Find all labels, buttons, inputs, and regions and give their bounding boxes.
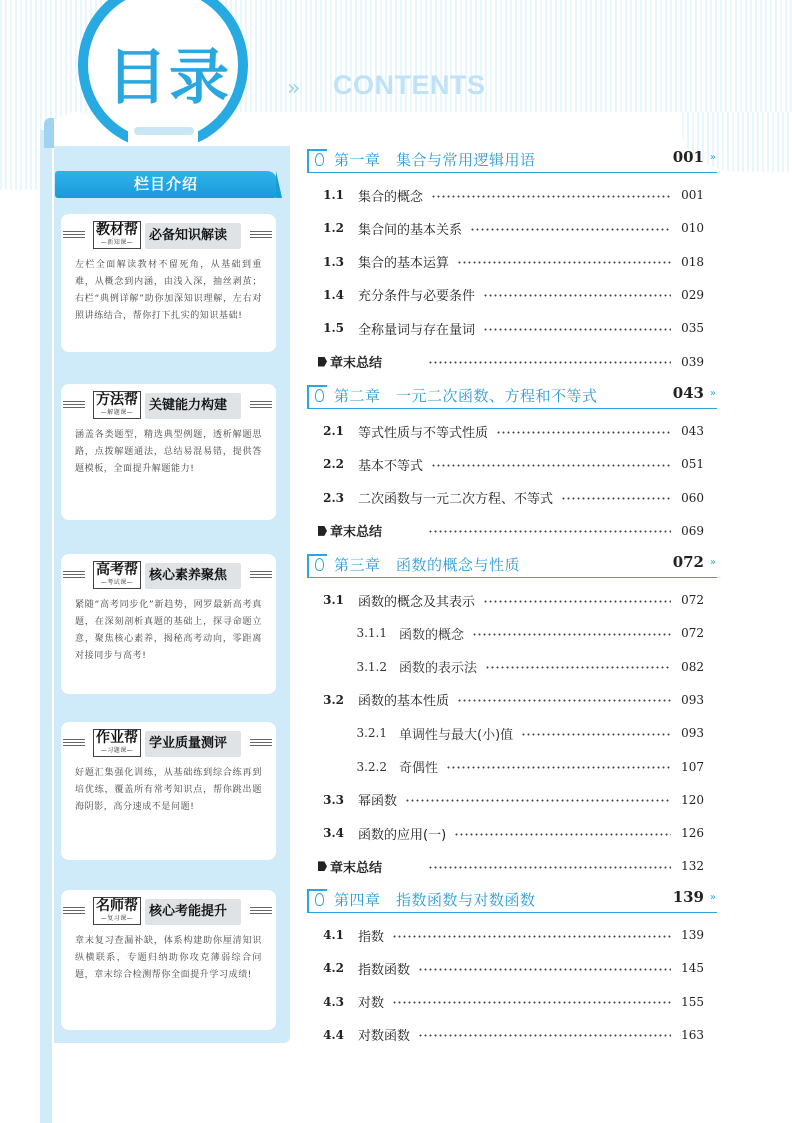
section-page-number: 010: [681, 221, 704, 236]
summary-page-number: 132: [681, 859, 704, 874]
page-title-english: CONTENTS: [333, 70, 486, 100]
section-title: 函数的基本性质: [358, 694, 450, 710]
card-header: [61, 214, 276, 254]
toc-subsection-entry[interactable]: [307, 756, 704, 778]
toc-section-entry[interactable]: [307, 453, 704, 475]
dot-leader: [483, 294, 671, 297]
section-title: 对数函数: [358, 1029, 411, 1045]
toc-section-entry[interactable]: [307, 924, 704, 946]
summary-page-number: 069: [681, 523, 704, 538]
column-card: [61, 384, 276, 520]
chapter-page-number: 001: [672, 148, 704, 166]
section-number: 1.1: [323, 188, 344, 202]
dot-leader: [457, 261, 671, 264]
double-chevron-icon: »: [709, 892, 716, 903]
lightbulb-icon: [315, 558, 324, 571]
section-number: 1.3: [323, 254, 344, 269]
summary-title: 章末总结: [330, 860, 383, 876]
card-description: 紧随“高考同步化”新趋势，网罗最新高考真题，在深刻剖析真题的基础上，探寻命题立意，聚焦核心素养，揭秘高考动向，零距离对接同步与高考!: [75, 600, 262, 661]
section-page-number: 155: [681, 994, 704, 1009]
section-title: 基本不等式: [358, 458, 424, 474]
chapter-title: 第三章 函数的概念与性质: [334, 556, 521, 574]
summary-title: 章末总结: [330, 525, 383, 541]
section-page-number: 126: [681, 826, 704, 841]
section-number: 1.2: [323, 221, 344, 236]
toc-section-entry[interactable]: [307, 1024, 704, 1046]
toc-subsection-entry[interactable]: [307, 722, 704, 744]
summary-marker-icon: [318, 861, 327, 871]
section-title: 等式性质与不等式性质: [358, 425, 489, 441]
section-number: 3.1.1: [356, 626, 387, 641]
section-title: 奇偶性: [399, 761, 439, 776]
section-page-number: 018: [681, 254, 704, 269]
toc-section-entry[interactable]: [307, 284, 704, 306]
card-subtitle: 核心素养聚焦: [145, 563, 241, 589]
toc-section-entry[interactable]: [307, 420, 704, 442]
section-page-number: 093: [681, 726, 704, 741]
card-header: [61, 384, 276, 424]
dot-leader: [392, 1001, 671, 1004]
lightbulb-icon: [315, 893, 324, 906]
dot-leader: [446, 766, 671, 769]
section-page-number: 001: [681, 188, 704, 202]
section-title: 指数: [358, 929, 385, 945]
card-subtitle: 必备知识解读: [145, 223, 241, 249]
toc-chapter-heading[interactable]: [307, 886, 717, 913]
toc-chapter-summary-entry[interactable]: [307, 520, 704, 542]
toc-section-entry[interactable]: [307, 317, 704, 339]
chapter-page-number: 043: [672, 384, 704, 402]
dot-leader: [496, 431, 671, 434]
section-page-number: 145: [681, 961, 704, 976]
section-page-number: 072: [681, 626, 704, 641]
dot-leader: [521, 733, 671, 736]
lightbulb-base: [134, 127, 194, 135]
section-number: 3.2: [323, 692, 344, 707]
dot-leader: [561, 497, 671, 500]
toc-section-entry[interactable]: [307, 487, 704, 509]
section-number: 1.4: [323, 287, 344, 302]
section-title: 函数的概念及其表示: [358, 594, 476, 610]
section-title: 函数的表示法: [399, 661, 478, 677]
dot-leader: [428, 530, 671, 533]
chapter-title: 第一章 集合与常用逻辑用语: [334, 151, 536, 169]
left-edge-strip: [40, 130, 52, 1123]
section-page-number: 082: [681, 659, 704, 674]
card-header: [61, 554, 276, 594]
toc-section-entry[interactable]: [307, 589, 704, 611]
section-title: 充分条件与必要条件: [358, 289, 476, 305]
section-title: 指数函数: [358, 962, 411, 978]
section-number: 3.2.1: [356, 726, 387, 741]
card-header: [61, 722, 276, 762]
double-chevron-icon: »: [709, 557, 716, 568]
dot-leader: [457, 699, 671, 702]
card-tag-label: 高考帮: [96, 562, 138, 578]
toc-subsection-entry[interactable]: [307, 622, 704, 644]
section-title: 集合的基本运算: [358, 256, 450, 272]
toc-section-entry[interactable]: [307, 991, 704, 1013]
toc-chapter-summary-entry[interactable]: [307, 855, 704, 877]
summary-marker-icon: [318, 526, 327, 536]
toc-section-entry[interactable]: [307, 689, 704, 711]
dot-leader: [470, 228, 671, 231]
summary-title: 章末总结: [330, 356, 383, 371]
triple-line-decoration: [250, 401, 272, 408]
card-tag-sublabel: —复习课—: [100, 915, 134, 922]
dot-leader: [428, 361, 671, 364]
column-card: [61, 214, 276, 352]
triple-line-decoration: [63, 739, 85, 746]
toc-section-entry[interactable]: [307, 822, 704, 844]
card-subtitle: 学业质量测评: [145, 731, 241, 757]
section-title: 单调性与最大(小)值: [399, 727, 514, 743]
card-description: 左栏全面解读教材不留死角，从基础到重难，从概念到内涵，由浅入深，抽丝剥茧；右栏“典例详解”助你加深知识理解，左右对照讲练结合，帮你打下扎实的知识基础!: [75, 260, 262, 321]
card-description: 章末复习查漏补缺，体系构建助你厘清知识纵横联系，专题归纳助你攻克薄弱综合问题，章末综合检测帮你全面提升学习成绩!: [75, 936, 262, 980]
section-page-number: 120: [681, 792, 704, 807]
card-tag-label: 教材帮: [96, 222, 138, 238]
double-chevron-icon: »: [709, 388, 716, 399]
section-number: 3.3: [323, 792, 344, 807]
section-number: 2.2: [323, 457, 344, 472]
double-chevron-icon: »: [709, 152, 716, 163]
triple-line-decoration: [63, 907, 85, 914]
dot-leader: [428, 866, 671, 869]
dot-leader: [454, 833, 671, 836]
card-tag: [93, 729, 141, 757]
section-page-number: 093: [681, 692, 704, 707]
toc-chapter-summary-entry[interactable]: [307, 351, 704, 373]
section-title: 二次函数与一元二次方程、不等式: [358, 492, 554, 508]
card-tag-label: 作业帮: [96, 730, 138, 746]
card-tag: [93, 561, 141, 589]
dot-leader: [418, 1034, 671, 1037]
section-page-number: 072: [681, 593, 704, 607]
summary-marker-icon: [318, 357, 327, 367]
chapter-page-number: 139: [672, 888, 704, 906]
dot-leader: [405, 799, 671, 802]
lightbulb-icon: [315, 153, 324, 166]
triple-line-decoration: [250, 907, 272, 914]
card-tag-label: 名师帮: [96, 898, 138, 914]
toc-chapter-heading[interactable]: [307, 382, 717, 409]
toc-section-entry[interactable]: [307, 789, 704, 811]
toc-section-entry[interactable]: [307, 957, 704, 979]
section-number: 2.3: [323, 490, 344, 505]
card-tag-label: 方法帮: [96, 392, 138, 408]
section-number: 4.3: [323, 994, 344, 1009]
section-title: 集合间的基本关系: [358, 222, 463, 238]
dot-leader: [472, 633, 671, 636]
card-tag-sublabel: —考试课—: [100, 579, 134, 586]
section-page-number: 163: [681, 1027, 704, 1042]
section-number: 4.4: [323, 1027, 344, 1042]
double-chevron-icon: »: [287, 76, 301, 101]
section-page-number: 043: [681, 424, 704, 438]
card-description: 好题汇集强化训练，从基础练到综合练再到培优练，覆盖所有常考知识点，帮你跳出题海阴影，高分速成不是问题!: [75, 768, 262, 812]
section-page-number: 051: [681, 457, 704, 472]
triple-line-decoration: [250, 571, 272, 578]
chapter-title: 第四章 指数函数与对数函数: [334, 891, 536, 909]
card-description: 涵盖各类题型，精选典型例题，透析解题思路，点拨解题通法，总结易混易错，提供答题模板，全面提升解题能力!: [75, 430, 262, 474]
card-subtitle: 关键能力构建: [145, 393, 241, 419]
section-number: 3.4: [323, 826, 344, 841]
dot-leader: [485, 666, 671, 669]
chapter-page-number: 072: [672, 553, 704, 571]
section-number: 3.1.2: [356, 659, 387, 674]
section-page-number: 139: [681, 928, 704, 942]
triple-line-decoration: [250, 231, 272, 238]
section-number: 4.1: [323, 928, 344, 942]
section-title: 函数的应用(一): [358, 827, 447, 843]
section-page-number: 029: [681, 287, 704, 302]
triple-line-decoration: [250, 739, 272, 746]
chapter-title: 第二章 一元二次函数、方程和不等式: [334, 387, 598, 405]
section-title: 集合的概念: [358, 189, 424, 205]
left-edge-tab: [44, 118, 54, 148]
column-intro-heading: 栏目介绍: [55, 171, 277, 198]
triple-line-decoration: [63, 231, 85, 238]
card-tag-sublabel: —新知课—: [100, 239, 134, 246]
section-number: 1.5: [323, 321, 344, 336]
card-tag: [93, 897, 141, 925]
section-title: 函数的概念: [399, 627, 465, 643]
toc-section-entry[interactable]: [307, 184, 704, 206]
section-page-number: 060: [681, 490, 704, 505]
page-title: 目录: [107, 43, 231, 113]
section-title: 对数: [358, 996, 385, 1012]
dot-leader: [483, 600, 671, 603]
column-card: [61, 554, 276, 694]
triple-line-decoration: [63, 401, 85, 408]
column-card: [61, 722, 276, 860]
card-tag: [93, 391, 141, 419]
toc-subsection-entry[interactable]: [307, 656, 704, 678]
card-tag: [93, 221, 141, 249]
card-header: [61, 890, 276, 930]
section-page-number: 107: [681, 759, 704, 774]
dot-leader: [431, 464, 671, 467]
toc-section-entry[interactable]: [307, 217, 704, 239]
dot-leader: [392, 935, 671, 938]
dot-leader: [418, 968, 671, 971]
summary-page-number: 039: [681, 354, 704, 369]
triple-line-decoration: [63, 571, 85, 578]
section-number: 4.2: [323, 961, 344, 976]
section-title: 全称量词与存在量词: [358, 322, 476, 338]
dot-leader: [431, 195, 671, 198]
lightbulb-icon: [315, 389, 324, 402]
section-number: 3.2.2: [356, 759, 387, 774]
dot-leader: [483, 328, 671, 331]
column-card: [61, 890, 276, 1030]
card-subtitle: 核心考能提升: [145, 899, 241, 925]
section-number: 3.1: [323, 593, 344, 607]
section-title: 幂函数: [358, 794, 398, 810]
toc-chapter-heading[interactable]: [307, 551, 717, 578]
toc-chapter-heading[interactable]: [307, 146, 717, 173]
section-number: 2.1: [323, 424, 344, 438]
section-page-number: 035: [681, 321, 704, 336]
toc-section-entry[interactable]: [307, 251, 704, 273]
card-tag-sublabel: —解题课—: [100, 409, 134, 416]
card-tag-sublabel: —习题课—: [100, 747, 134, 754]
